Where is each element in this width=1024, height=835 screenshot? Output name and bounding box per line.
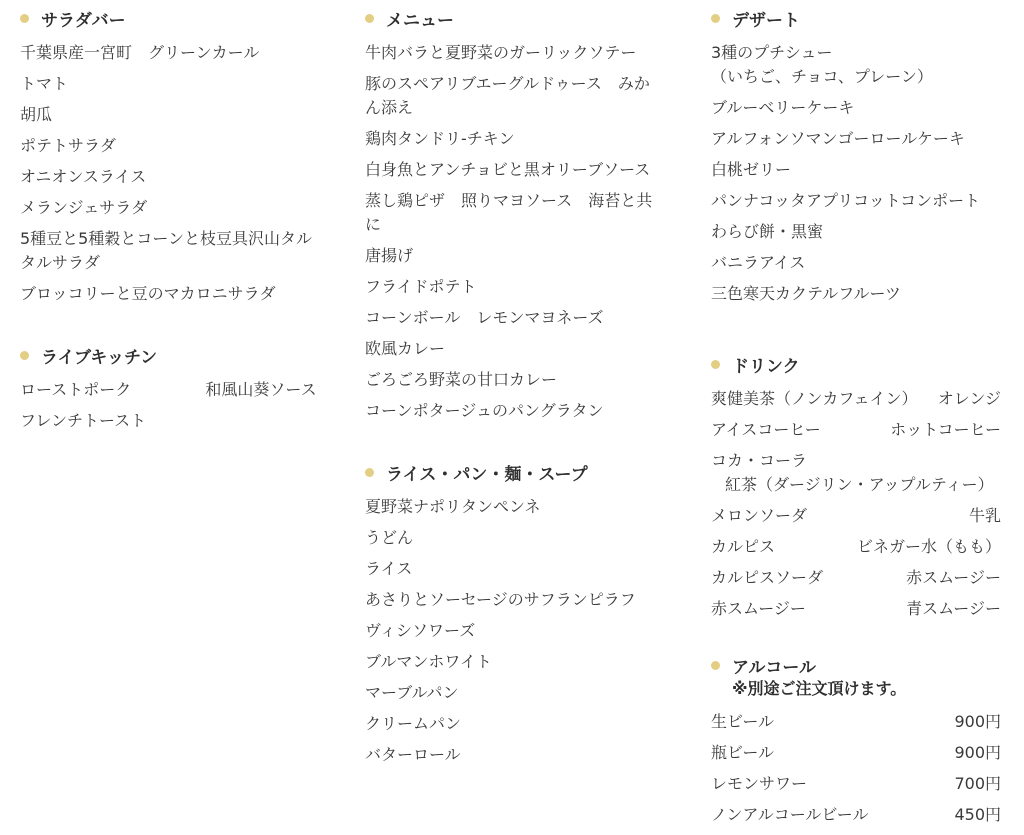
list-item: [711, 415, 1001, 446]
bullet-dot-icon: [711, 661, 720, 670]
list-item: [711, 38, 1001, 93]
list-item: [711, 501, 1001, 532]
section-title: サラダバー: [41, 10, 126, 31]
list-item: バターロール: [365, 745, 461, 764]
bullet-dot-icon: [365, 14, 374, 23]
column-right: [711, 0, 1001, 835]
list-item: 鶏肉タンドリ-チキン: [365, 129, 515, 148]
item-list: [711, 707, 1001, 831]
section-heading: [20, 0, 320, 36]
item-list: [711, 384, 1001, 625]
list-item: ポテトサラダ: [20, 136, 116, 155]
list-item: わらび餅・黒蜜: [711, 222, 824, 241]
alcohol-price: 900円: [954, 712, 1001, 731]
bullet-dot-icon: [365, 468, 374, 477]
list-item: フレンチトースト: [20, 411, 147, 430]
section-heading: [711, 346, 1001, 382]
list-item: 蒸し鶏ピザ 照りマヨソース 海苔と共に: [365, 191, 653, 234]
section-heading: [365, 0, 665, 36]
drink-right: ホットコーヒー: [890, 420, 1001, 439]
list-item: コーンボール レモンマヨネーズ: [365, 308, 604, 327]
drink-sub: 紅茶（ダージリン・アップルティー）: [725, 475, 994, 494]
list-item: ブロッコリーと豆のマカロニサラダ: [20, 284, 276, 303]
section-rice-bread-noodle-soup: [365, 454, 665, 771]
drink-right: ビネガー水（もも）: [856, 537, 1001, 556]
item-list: [711, 38, 1001, 310]
list-item: 欧風カレー: [365, 339, 446, 358]
bullet-dot-icon: [711, 360, 720, 369]
list-item: [711, 769, 1001, 800]
alcohol-price: 900円: [954, 743, 1001, 762]
list-item: パンナコッタアプリコットコンポート: [711, 191, 981, 210]
list-item: 白桃ゼリー: [711, 160, 792, 179]
list-item: [20, 375, 320, 406]
item-line-sub: （いちご、チョコ、プレーン）: [711, 67, 933, 86]
list-item: 牛肉バラと夏野菜のガーリックソテー: [365, 43, 637, 62]
list-item: うどん: [365, 528, 414, 547]
drink-left: カルピスソーダ: [711, 568, 824, 587]
list-item: [711, 707, 1001, 738]
list-item: [711, 738, 1001, 769]
bullet-dot-icon: [20, 14, 29, 23]
list-item: ライス: [365, 559, 413, 578]
alcohol-name: 瓶ビール: [711, 743, 775, 762]
drink-left: アイスコーヒー: [711, 420, 821, 439]
drink-right: オレンジ: [937, 389, 1001, 408]
list-item: 5種豆と5種穀とコーンと枝豆具沢山タルタルサラダ: [20, 229, 313, 272]
section-title: ドリンク: [732, 356, 800, 377]
bullet-dot-icon: [711, 14, 720, 23]
alcohol-name: レモンサワー: [711, 774, 808, 793]
section-title: ライブキッチン: [41, 347, 158, 368]
list-item: [711, 563, 1001, 594]
list-item: ごろごろ野菜の甘口カレー: [365, 370, 558, 389]
section-dessert: [711, 0, 1001, 310]
item-list: [20, 38, 320, 310]
alcohol-name: ノンアルコールビール: [711, 805, 869, 824]
list-item: クリームパン: [365, 714, 462, 733]
list-item: フライドポテト: [365, 277, 477, 296]
item-list: [20, 375, 320, 437]
drink-left: コカ・コーラ: [711, 451, 808, 470]
alcohol-name: 生ビール: [711, 712, 775, 731]
list-item: コーンポタージュのパングラタン: [365, 401, 604, 420]
column-left: [20, 0, 320, 464]
section-heading: [711, 647, 1001, 683]
list-item: 唐揚げ: [365, 246, 414, 265]
item-line: 3種のプチシュー: [711, 43, 833, 62]
section-heading: [365, 454, 665, 490]
list-item: [711, 800, 1001, 831]
list-item: ブルーベリーケーキ: [711, 98, 855, 117]
section-title: デザート: [732, 10, 800, 31]
list-item: [711, 384, 1001, 415]
list-item: 千葉県産一宮町 グリーンカール: [20, 43, 260, 62]
drink-right: 青スムージー: [906, 599, 1001, 618]
list-item: [711, 446, 1001, 501]
list-item: [711, 594, 1001, 625]
list-item: 豚のスペアリブエーグルドゥース みかん添え: [365, 74, 650, 117]
item-list: [365, 38, 665, 427]
alcohol-price: 700円: [954, 774, 1001, 793]
bullet-dot-icon: [20, 351, 29, 360]
section-heading: [711, 0, 1001, 36]
drink-left: 爽健美茶（ノンカフェイン）: [711, 389, 918, 408]
list-item: トマト: [20, 74, 69, 93]
list-item: 白身魚とアンチョビと黒オリーブソース: [365, 160, 651, 179]
list-item: あさりとソーセージのサフランピラフ: [365, 590, 636, 609]
list-item: 三色寒天カクテルフルーツ: [711, 284, 901, 303]
section-menu: [365, 0, 665, 427]
list-item: ブルマンホワイト: [365, 652, 492, 671]
alcohol-price: 450円: [954, 805, 1001, 824]
section-heading: [20, 337, 320, 373]
list-item: アルフォンソマンゴーロールケーキ: [711, 129, 965, 148]
drink-right: 牛乳: [968, 506, 1001, 525]
list-item: オニオンスライス: [20, 167, 147, 186]
drink-left: 赤スムージー: [711, 599, 806, 618]
list-item: バニラアイス: [711, 253, 806, 272]
section-title: メニュー: [386, 10, 454, 31]
list-item: 夏野菜ナポリタンペンネ: [365, 497, 541, 516]
section-title: ライス・パン・麺・スープ: [386, 464, 588, 485]
list-item: メランジェサラダ: [20, 198, 148, 217]
section-note: ※別途ご注文頂けます。: [732, 679, 907, 698]
list-item: [711, 532, 1001, 563]
drink-left: カルピス: [711, 537, 776, 556]
list-item: ヴィシソワーズ: [365, 621, 476, 640]
column-middle: [365, 0, 665, 798]
drink-left: メロンソーダ: [711, 506, 808, 525]
section-title: アルコール: [732, 657, 816, 678]
section-drink: [711, 346, 1001, 625]
drink-right: 赤スムージー: [906, 568, 1001, 587]
item-sauce: 和風山葵ソース: [205, 380, 317, 399]
item-name: ローストポーク: [20, 380, 132, 399]
list-item: マーブルパン: [365, 683, 459, 702]
list-item: 胡瓜: [20, 105, 53, 124]
section-live-kitchen: [20, 337, 320, 437]
item-list: [365, 492, 665, 771]
section-alcohol: [711, 647, 1001, 831]
section-salad-bar: [20, 0, 320, 310]
